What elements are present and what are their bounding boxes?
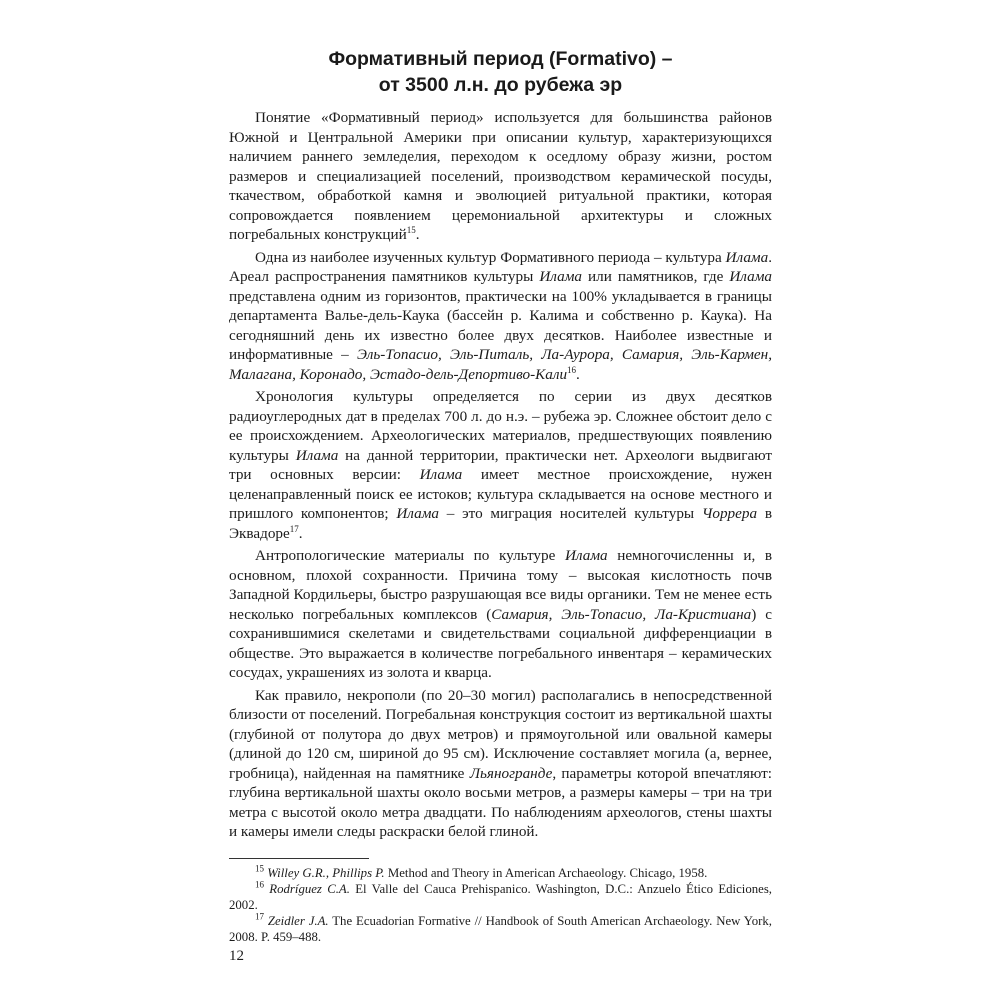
- heading-line-1: Формативный период (Formativo) –: [328, 48, 673, 70]
- italic-term: Илама: [396, 505, 439, 522]
- footnote-number: 15: [255, 863, 264, 874]
- text-span: , параметры которой впечатляют: глубина вертикальной шахты около восьми метров, а размеры камеры – три на три метра с высотой около метра двадцати. По наблюдениям археологов, стены шахты и камеры имели следы раскраски белой глиной.: [229, 764, 772, 840]
- italic-term: Илама: [564, 547, 608, 564]
- footnote-text: El Valle del Cauca Prehispanico. Washington, D.C.: Anzuelo Ético Ediciones, 2002.: [229, 881, 773, 912]
- footnote-ref-17[interactable]: 17: [289, 523, 299, 534]
- italic-term: Илама: [295, 446, 339, 464]
- footnotes: [229, 865, 772, 945]
- footnote-number: 17: [255, 911, 264, 922]
- text-span: имеет местное происхождение, нужен целенаправленный поиск ее истоков; культура складывается на основе местного и пришлого компонентов;: [229, 466, 772, 522]
- text-span: или памятников, где: [582, 268, 730, 285]
- footnote-number: 16: [255, 879, 264, 890]
- heading-line-2: от 3500 л.н. до рубежа эр: [378, 74, 623, 96]
- text-span: представлена одним из горизонтов, практически на 100% укладывается в границы департамента Валье-дель-Каука (бассейн р. Калима и собственно р. Каука). На сегодняшний день их известно более двух десятков. Наиболее известные и информативные –: [229, 287, 772, 363]
- italic-term: Илама: [729, 268, 772, 285]
- italic-term: Илама: [725, 248, 769, 266]
- text-span: .: [576, 365, 580, 383]
- page-number: 12: [229, 948, 244, 964]
- footnote-divider: [229, 858, 369, 859]
- footnote-author: Willey G.R., Phillips P.: [267, 865, 385, 880]
- book-page: [229, 46, 772, 945]
- text-span: . Ареал распространения памятников культуры: [229, 248, 772, 285]
- italic-term: Илама: [419, 466, 463, 483]
- text-span: Одна из наиболее изученных культур Формативного периода – культура: [255, 248, 726, 266]
- footnote-author: Rodríguez C.A.: [269, 881, 350, 896]
- footnote-17: [229, 913, 772, 945]
- footnote-ref-16[interactable]: 16: [567, 364, 577, 375]
- text-span: Хронология культуры определяется по серии из двух десятков радиоуглеродных дат в пределах 700 л. до н.э. – рубежа эр. Сложнее обстоит дело с ее происхождением. Археологических материалов, предшествующих появлению культуры: [229, 388, 772, 464]
- paragraph-4: [229, 546, 772, 683]
- text-span: Как правило, некрополи (по 20–30 могил) располагались в непосредственной близости от поселений. Погребальная конструкция состоит из вертикальной шахты (глубиной от полутора до двух метров) и прямоугольной или овальной камеры (длиной до 120 см, шириной до 95 см). Исключение составляет могила (а, вернее, гробница), найденная на памятнике: [229, 686, 772, 782]
- text-span: на данной территории, практически нет. Археологи выдвигают три основных версии:: [229, 446, 772, 483]
- section-heading: [229, 46, 772, 98]
- footnote-text: The Ecuadorian Formative // Handbook of South American Archaeology. New York, 2008. P. 459–488.: [229, 913, 773, 944]
- footnote-text: Method and Theory in American Archaeology. Chicago, 1958.: [384, 865, 708, 880]
- paragraph-2: [229, 248, 772, 385]
- paragraph-1-text: Понятие «Формативный период» используется для большинства районов Южной и Центральной Америки при описании культур, характеризующихся наличием раннего земледелия, переходом к оседлому образу жизни, ростом размеров и специализацией поселений, производством керамической посуды, ткачеством, обработкой камня и эволюцией ритуальной практики, которая сопровождается появлением церемониальной архитектуры и сложных погребальных конструкций: [229, 109, 772, 243]
- footnote-ref-15[interactable]: 15: [406, 224, 416, 235]
- text-span: .: [298, 524, 303, 542]
- italic-term: Чоррера: [701, 505, 758, 522]
- text-span: Антропологические материалы по культуре: [255, 547, 565, 564]
- footnote-16: [229, 881, 772, 913]
- paragraph-5: [229, 686, 772, 842]
- footnote-author: Zeidler J.A.: [267, 913, 329, 928]
- paragraph-1: Понятие «Формативный период» используется для большинства районов Южной и Центральной Америки при описании культур, характеризующихся наличием раннего земледелия, переходом к оседлому образу жизни, ростом размеров и специализацией поселений, производством керамической посуды, ткачеством, обработкой камня и эволюцией ритуальной практики, которая сопровождается появлением церемониальной архитектуры и сложных погребальных конструкций$^{15}$.: [229, 109, 772, 243]
- body-text: [229, 108, 772, 842]
- text-span: в Эквадоре: [229, 505, 773, 542]
- text-span: немногочисленны и, в основном, плохой сохранности. Причина тому – высокая кислотность почв Западной Кордильеры, быстро разрушающая все виды органики. Тем не менее есть несколько погребальных комплексов (: [229, 547, 772, 623]
- text-span: – это миграция носителей культуры: [439, 505, 702, 522]
- paragraph-3: [229, 387, 772, 543]
- italic-term: Льяногранде: [469, 764, 553, 782]
- footnote-15: [229, 865, 772, 881]
- text-span: ) с сохранившимися скелетами и свидетельствами социальной дифференциации в обществе. Это выражается в количестве погребального инвентаря – керамических сосудах, украшениях из золота и кварца.: [229, 605, 772, 681]
- italic-term: Илама: [539, 268, 582, 285]
- italic-site-list: Эль-Топасио, Эль-Питаль, Ла-Аурора, Самария, Эль-Кармен, Малагана, Коронадо, Эстадо-дель-Депортиво-Кали: [229, 346, 772, 383]
- italic-site-list: Самария, Эль-Топасио, Ла-Кристиана: [491, 605, 752, 623]
